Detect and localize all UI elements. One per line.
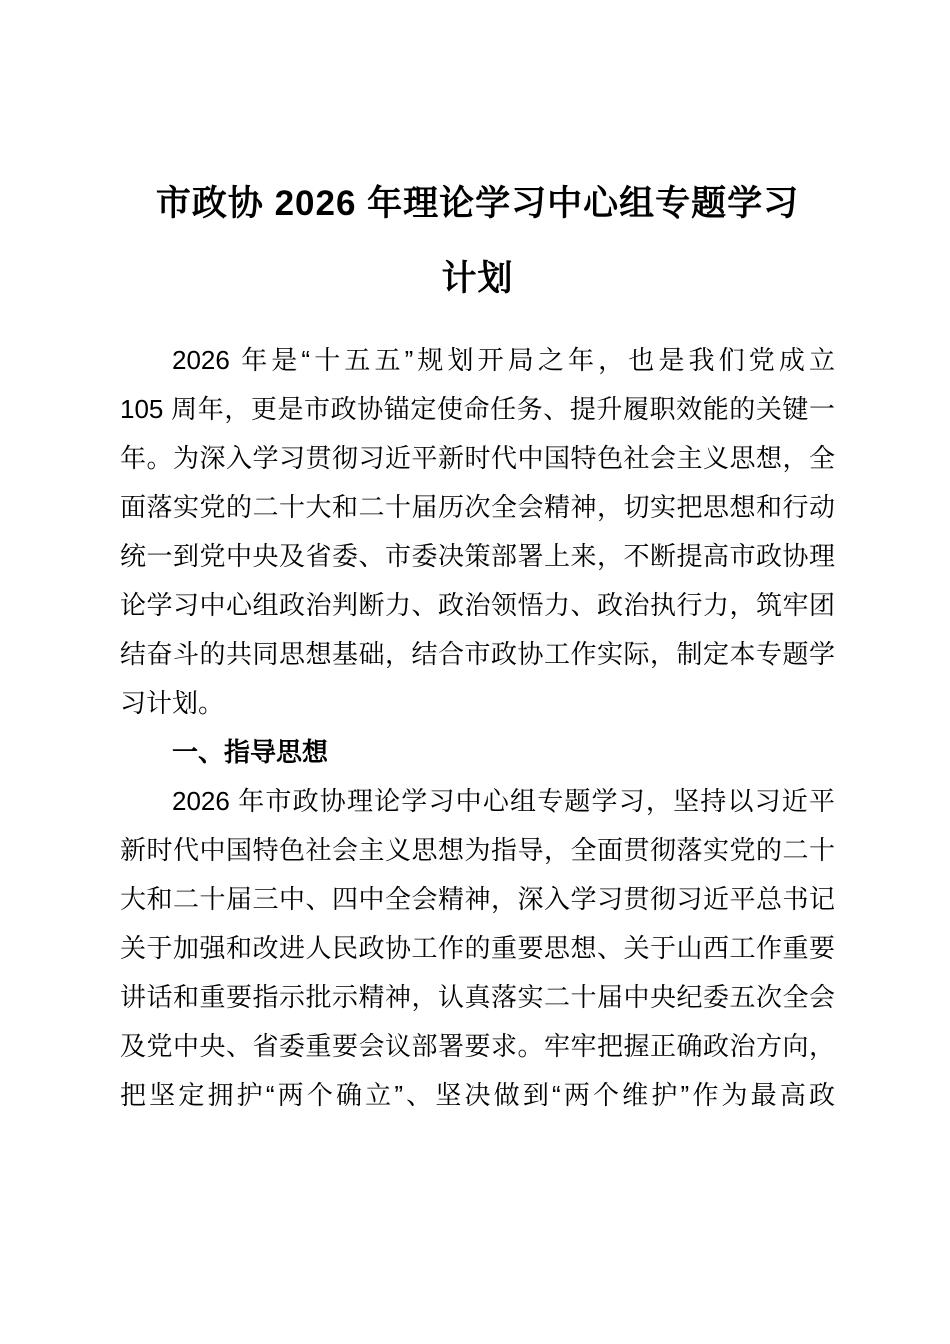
document-title <box>120 166 835 316</box>
paragraph-1-line: 结奋斗的共同思想基础，结合市政协工作实际，制定本专题学 <box>120 639 835 669</box>
paragraph-2-line: 新时代中国特色社会主义思想为指导，全面贯彻落实党的二十 <box>120 835 835 865</box>
paragraph-2-line: 把坚定拥护“两个确立”、坚决做到“两个维护”作为最高政 <box>120 1080 835 1110</box>
paragraph-2-line: 关于加强和改进人民政协工作的重要思想、关于山西工作重要 <box>120 933 835 963</box>
paragraph-2-line: 2026 年市政协理论学习中心组专题学习，坚持以习近平 <box>172 786 835 816</box>
document-body <box>120 336 835 1120</box>
paragraph-1-line: 统一到党中央及省委、市委决策部署上来，不断提高市政协理 <box>120 541 835 571</box>
paragraph-1-line: 面落实党的二十大和二十届历次全会精神，切实把思想和行动 <box>120 492 835 522</box>
paragraph-2-line: 大和二十届三中、四中全会精神，深入学习贯彻习近平总书记 <box>120 884 835 914</box>
paragraph-1 <box>120 336 835 728</box>
section-heading-1: 一、指导思想 <box>172 737 329 767</box>
paragraph-1-line: 2026 年是“十五五”规划开局之年，也是我们党成立 <box>172 345 835 375</box>
paragraph-1-line: 105 周年，更是市政协锚定使命任务、提升履职效能的关键一 <box>120 394 835 424</box>
document-title-line-2: 计划 <box>441 259 514 298</box>
paragraph-1-line: 习计划。 <box>120 688 225 718</box>
paragraph-2-line: 及党中央、省委重要会议部署要求。牢牢把握正确政治方向， <box>120 1031 835 1061</box>
document-title-line-1: 市政协 2026 年理论学习中心组专题学习 <box>155 184 800 223</box>
paragraph-2 <box>120 777 835 1120</box>
paragraph-1-line: 论学习中心组政治判断力、政治领悟力、政治执行力，筑牢团 <box>120 590 835 620</box>
paragraph-1-line: 年。为深入学习贯彻习近平新时代中国特色社会主义思想，全 <box>120 443 835 473</box>
paragraph-2-line: 讲话和重要指示批示精神，认真落实二十届中央纪委五次全会 <box>120 982 835 1012</box>
